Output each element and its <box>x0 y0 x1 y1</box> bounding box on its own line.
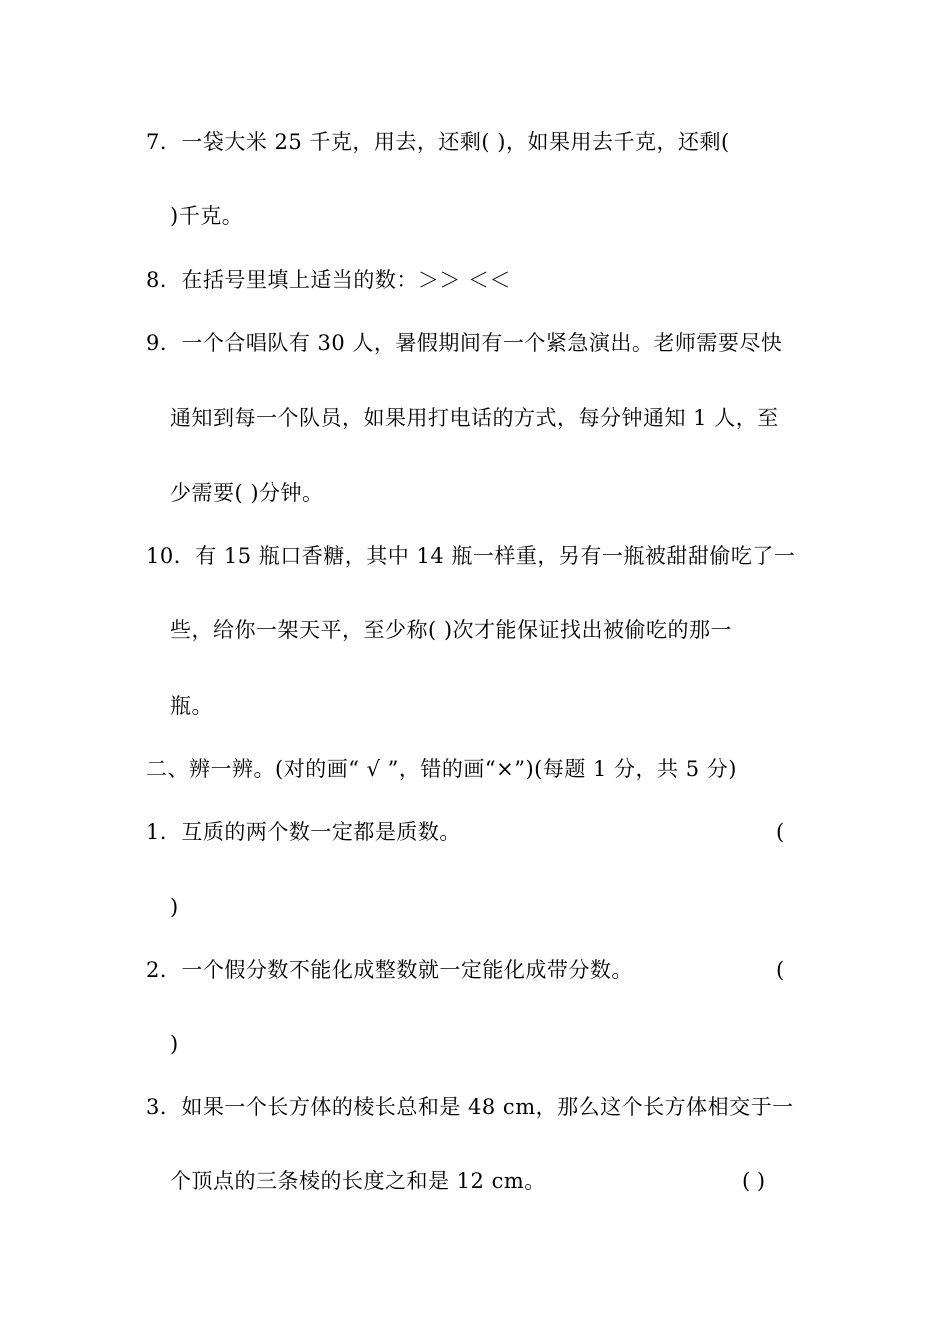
q10-line3: 瓶。 <box>170 694 213 718</box>
judge-item-3-line1: 3．如果一个长方体的棱长总和是 48 cm，那么这个长方体相交于一 <box>146 1095 794 1119</box>
q7-line1: 7．一袋大米 25 千克，用去，还剩( )，如果用去千克，还剩( <box>146 130 730 154</box>
judge-item-1: 1．互质的两个数一定都是质数。 <box>146 820 461 844</box>
q10-line1: 10．有 15 瓶口香糖，其中 14 瓶一样重，另有一瓶被甜甜偷吃了一 <box>146 544 796 568</box>
q7-line2: )千克。 <box>170 204 244 228</box>
judge-item-3-bracket: ( ) <box>742 1169 766 1193</box>
q10-line2: 些，给你一架天平，至少称( )次才能保证找出被偷吃的那一 <box>170 618 733 642</box>
judge-item-1-close-paren: ) <box>170 895 179 919</box>
q9-line3: 少需要( )分钟。 <box>170 481 324 505</box>
q8-line1: 8．在括号里填上适当的数：＞＞ ＜＜ <box>146 268 512 292</box>
q9-line2: 通知到每一个队员，如果用打电话的方式，每分钟通知 1 人，至 <box>170 406 779 430</box>
judge-item-2-close-paren: ) <box>170 1032 179 1056</box>
judge-item-2: 2．一个假分数不能化成整数就一定能化成带分数。 <box>146 958 633 982</box>
section-heading: 二、辨一辨。(对的画“ √ ”，错的画“×”)(每题 1 分，共 5 分) <box>146 757 737 781</box>
q9-line1: 9．一个合唱队有 30 人，暑假期间有一个紧急演出。老师需要尽快 <box>146 331 783 355</box>
judge-item-3-line2: 个顶点的三条棱的长度之和是 12 cm。 <box>170 1169 546 1193</box>
judge-item-2-open-paren: ( <box>776 958 785 982</box>
judge-item-1-open-paren: ( <box>776 820 785 844</box>
